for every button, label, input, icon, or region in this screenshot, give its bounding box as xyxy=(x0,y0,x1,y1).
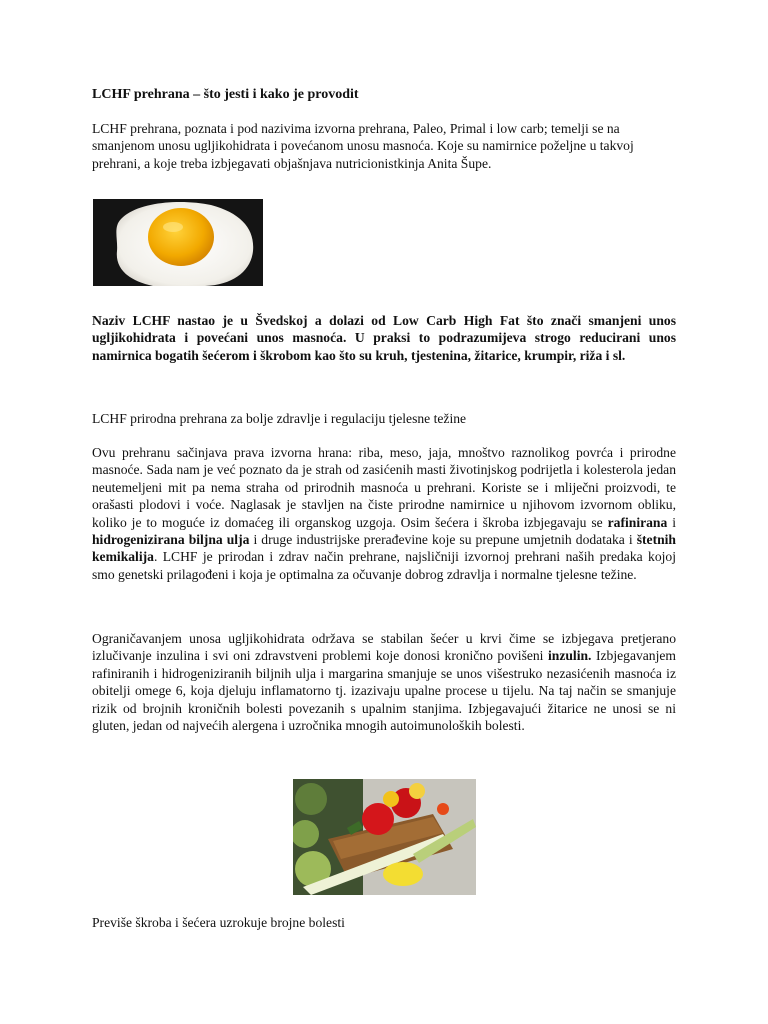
natural-food-paragraph xyxy=(92,444,676,583)
bold-text: hidrogenizirana biljna ulja xyxy=(92,532,250,548)
document-title: LCHF prehrana – što jesti i kako je provodit xyxy=(92,87,359,102)
bold-text: rafinirana xyxy=(607,514,668,530)
text-span: Izbjegavanjem rafiniranih i hidrogeniziranih biljnih ulja i margarina smanjuje se unos višestruko nezasićenih masnoća iz obitelji omege 6, koja djeluju inflamatorno tj. izazivaju upalne procese u tijelu. Na taj način se smanjuje rizik od brojnih kroničnih bolesti povezanih s upalnim stanjima. Izbjegavajući žitarice ne unosi se ni gluten, jedan od najvećih alergena i uzročnika mnogih autoimunoloških bolesti. xyxy=(92,648,676,734)
vegetables-image xyxy=(293,779,476,895)
fried-egg-image xyxy=(93,199,263,286)
fried-egg-illustration xyxy=(93,199,263,286)
lchf-definition-paragraph: Naziv LCHF nastao je u Švedskoj a dolazi od Low Carb High Fat što znači smanjeni unos ugljikohidrata i povećani unos masnoća. U praksi to podrazumijeva strogo reducirani unos namirnica bogatih šećerom i škrobom kao što su kruh, tjestenina, žitarice, krumpir, riža i sl. xyxy=(92,313,676,363)
text-span: i druge industrijske prerađevine koje su prepune umjetnih dodataka i xyxy=(249,532,637,548)
carbohydrate-paragraph xyxy=(92,630,676,734)
text-span: . LCHF je prirodan i zdrav način prehrane, najsličniji izvornoj prehrani naših predaka kojoj smo genetski prilagođeni i koja je optimalna za očuvanje dobrog zdravlja i normalne tjelesne težine. xyxy=(92,549,676,582)
bold-text: inzulin. xyxy=(548,648,592,664)
vegetables-illustration xyxy=(293,779,476,895)
text-span: Ovu prehranu sačinjava prava izvorna hrana: riba, meso, jaja, mnoštvo raznolikog povrća i prirodne masnoće. Sada nam je već poznato da je strah od zasićenih masti životinjskog podrijetla i kolesterola jedan neutemeljeni mit pa nema straha od prirodnih masnoća u prehrani. Koriste se i mliječni proizvodi, te orašasti plodovi i voće. Naglasak je stavljen na čiste prirodne namirnice u njihovom izvornom obliku, koliko je to moguće iz domaćeg ili organskog uzgoja. Osim šećera i škroba izbjegavaju se xyxy=(92,445,676,530)
subheading-natural-diet: LCHF prirodna prehrana za bolje zdravlje i regulaciju tjelesne težine xyxy=(92,411,467,426)
subheading-starch-sugar: Previše škroba i šećera uzrokuje brojne bolesti xyxy=(92,915,345,930)
bold-text: štetnih kemikalija xyxy=(92,532,676,565)
intro-paragraph: LCHF prehrana, poznata i pod nazivima izvorna prehrana, Paleo, Primal i low carb; temelji se na smanjenom unosu ugljikohidrata i povećanom unosu masnoća. Koje su namirnice poželjne u takvoj prehrani, a koje treba izbjegavati objašnjava nutricionistkinja Anita Šupe. xyxy=(92,121,634,171)
text-span: Ograničavanjem unosa ugljikohidrata održava se stabilan šećer u krvi čime se izbjegava pretjerano izlučivanje inzulina i svi oni zdravstveni problemi koje donosi kronično povišeni xyxy=(92,631,676,664)
text-span: i xyxy=(667,514,676,530)
